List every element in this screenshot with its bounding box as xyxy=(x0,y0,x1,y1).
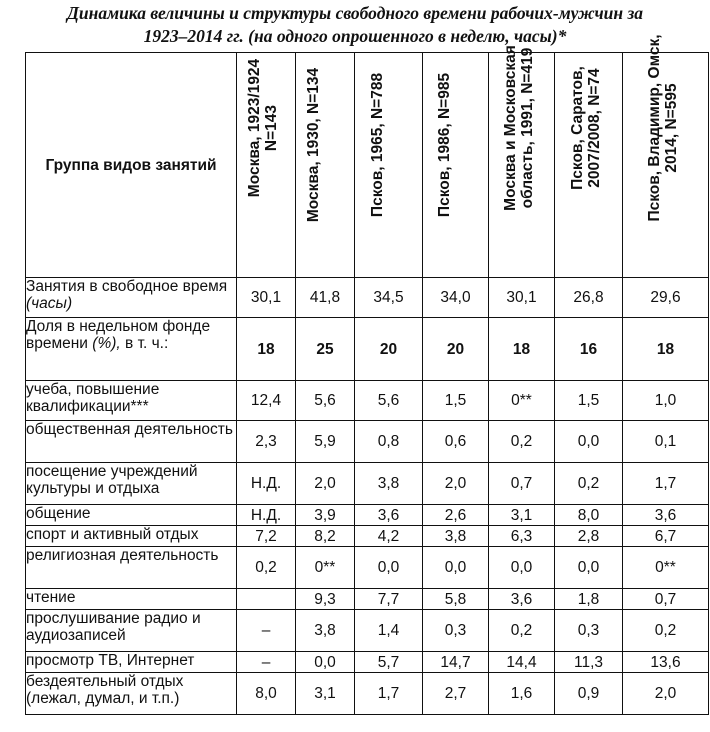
table-cell: 14,7 xyxy=(423,652,489,673)
table-cell: 0,3 xyxy=(555,610,623,652)
table-cell: 0,6 xyxy=(423,421,489,463)
table-cell: 1,6 xyxy=(489,673,555,715)
table-cell: 3,8 xyxy=(423,526,489,547)
table-cell: 3,1 xyxy=(296,673,355,715)
table-row xyxy=(26,589,709,610)
row-label: бездеятельный отдых (лежал, думал, и т.п.) xyxy=(26,673,237,715)
table-cell: 8,0 xyxy=(555,505,623,526)
table-cell: 3,6 xyxy=(623,505,709,526)
row-label: чтение xyxy=(26,589,237,610)
table-cell: 2,7 xyxy=(423,673,489,715)
table-cell: 13,6 xyxy=(623,652,709,673)
table-cell: 29,6 xyxy=(623,278,709,318)
table-cell: 3,8 xyxy=(296,610,355,652)
table-cell: 30,1 xyxy=(237,278,296,318)
table-cell: 2,6 xyxy=(423,505,489,526)
table-cell: 3,9 xyxy=(296,505,355,526)
table-cell: 18 xyxy=(237,318,296,381)
table-cell: 0** xyxy=(623,547,709,589)
table-cell: 5,9 xyxy=(296,421,355,463)
table-cell: 3,8 xyxy=(355,463,423,505)
row-label: прослушивание радио и аудиозаписей xyxy=(26,610,237,652)
table-cell: 30,1 xyxy=(489,278,555,318)
table-cell: 34,5 xyxy=(355,278,423,318)
row-label: Доля в недельном фонде времени (%), в т. ч.: xyxy=(26,318,237,381)
table-cell: 14,4 xyxy=(489,652,555,673)
table-cell: 11,3 xyxy=(555,652,623,673)
table-cell: 4,2 xyxy=(355,526,423,547)
table-row xyxy=(26,505,709,526)
table-cell: 2,0 xyxy=(423,463,489,505)
table-cell: 0,7 xyxy=(489,463,555,505)
row-label: спорт и активный отдых xyxy=(26,526,237,547)
col-header-pskov-vladimir-omsk-2014: Псков, Владимир, Омск, 2014, N=595 xyxy=(623,53,709,278)
header-row xyxy=(26,53,709,278)
table-cell: 0,2 xyxy=(623,610,709,652)
title-line-2: 1923–2014 гг. (на одного опрошенного в неделю, часы)* xyxy=(143,26,567,46)
table-cell: Н.Д. xyxy=(237,463,296,505)
table-cell: 3,6 xyxy=(355,505,423,526)
table-cell: 0,3 xyxy=(423,610,489,652)
table-cell: 2,8 xyxy=(555,526,623,547)
table-cell: 1,5 xyxy=(423,381,489,421)
table-cell: 0,8 xyxy=(355,421,423,463)
row-label: учеба, повышение квалификации*** xyxy=(26,381,237,421)
row-label: Занятия в свободное время (часы) xyxy=(26,278,237,318)
table-cell: Н.Д. xyxy=(237,505,296,526)
table-cell: 0,2 xyxy=(489,610,555,652)
table-cell: 0** xyxy=(489,381,555,421)
table-cell xyxy=(237,589,296,610)
table-row xyxy=(26,610,709,652)
col-header-moscow-1991: Москва и Московская область, 1991, N=419 xyxy=(489,53,555,278)
table-cell: 7,2 xyxy=(237,526,296,547)
table-row xyxy=(26,421,709,463)
row-label: общение xyxy=(26,505,237,526)
table-cell: 25 xyxy=(296,318,355,381)
table-cell: 1,0 xyxy=(623,381,709,421)
table-cell: 0,2 xyxy=(489,421,555,463)
table-cell: 7,7 xyxy=(355,589,423,610)
table-cell: 0** xyxy=(296,547,355,589)
table-cell: 0,9 xyxy=(555,673,623,715)
table-row xyxy=(26,318,709,381)
table-row xyxy=(26,278,709,318)
table-cell: 9,3 xyxy=(296,589,355,610)
table-cell: 2,3 xyxy=(237,421,296,463)
group-header: Группа видов занятий xyxy=(26,53,237,278)
col-header-moscow-1930: Москва, 1930, N=134 xyxy=(296,53,355,278)
table-cell: 18 xyxy=(623,318,709,381)
row-label: общественная деятельность xyxy=(26,421,237,463)
table-cell: 41,8 xyxy=(296,278,355,318)
table-row xyxy=(26,652,709,673)
table-cell: 1,8 xyxy=(555,589,623,610)
table-cell: 1,5 xyxy=(555,381,623,421)
table-cell: 8,2 xyxy=(296,526,355,547)
table-cell: – xyxy=(237,652,296,673)
table-cell: 3,6 xyxy=(489,589,555,610)
table-cell: 0,0 xyxy=(355,547,423,589)
col-header-moscow-1923: Москва, 1923/1924 N=143 xyxy=(237,53,296,278)
table-row xyxy=(26,673,709,715)
table-cell: 18 xyxy=(489,318,555,381)
table-cell: 8,0 xyxy=(237,673,296,715)
table-cell: 0,2 xyxy=(237,547,296,589)
table-title xyxy=(0,2,710,48)
table-cell: 2,0 xyxy=(623,673,709,715)
table-cell: 0,0 xyxy=(555,421,623,463)
table-row xyxy=(26,547,709,589)
table-cell: 6,7 xyxy=(623,526,709,547)
table-cell: 1,7 xyxy=(355,673,423,715)
table-cell: 20 xyxy=(423,318,489,381)
table-cell: 1,7 xyxy=(623,463,709,505)
table-cell: 5,7 xyxy=(355,652,423,673)
table-cell: 16 xyxy=(555,318,623,381)
table-cell: 2,0 xyxy=(296,463,355,505)
table-cell: 0,0 xyxy=(555,547,623,589)
table-cell: 1,4 xyxy=(355,610,423,652)
table-cell: 0,1 xyxy=(623,421,709,463)
table-cell: 12,4 xyxy=(237,381,296,421)
col-header-pskov-saratov-2007: Псков, Саратов, 2007/2008, N=74 xyxy=(555,53,623,278)
table-row xyxy=(26,526,709,547)
table-row xyxy=(26,381,709,421)
table-cell: 0,2 xyxy=(555,463,623,505)
table-cell: 34,0 xyxy=(423,278,489,318)
col-header-pskov-1986: Псков, 1986, N=985 xyxy=(423,53,489,278)
row-label: религиозная деятельность xyxy=(26,547,237,589)
table-cell: 5,6 xyxy=(355,381,423,421)
table-cell: 5,6 xyxy=(296,381,355,421)
table-cell: – xyxy=(237,610,296,652)
table-cell: 3,1 xyxy=(489,505,555,526)
table-cell: 6,3 xyxy=(489,526,555,547)
table-cell: 0,0 xyxy=(296,652,355,673)
row-label: посещение учреждений культуры и отдыха xyxy=(26,463,237,505)
table-cell: 0,7 xyxy=(623,589,709,610)
table-row xyxy=(26,463,709,505)
table-cell: 26,8 xyxy=(555,278,623,318)
table-cell: 5,8 xyxy=(423,589,489,610)
table-cell: 0,0 xyxy=(489,547,555,589)
col-header-pskov-1965: Псков, 1965, N=788 xyxy=(355,53,423,278)
title-line-1: Динамика величины и структуры свободного времени рабочих-мужчин за xyxy=(66,3,644,23)
table-cell: 0,0 xyxy=(423,547,489,589)
table-cell: 20 xyxy=(355,318,423,381)
row-label: просмотр ТВ, Интернет xyxy=(26,652,237,673)
